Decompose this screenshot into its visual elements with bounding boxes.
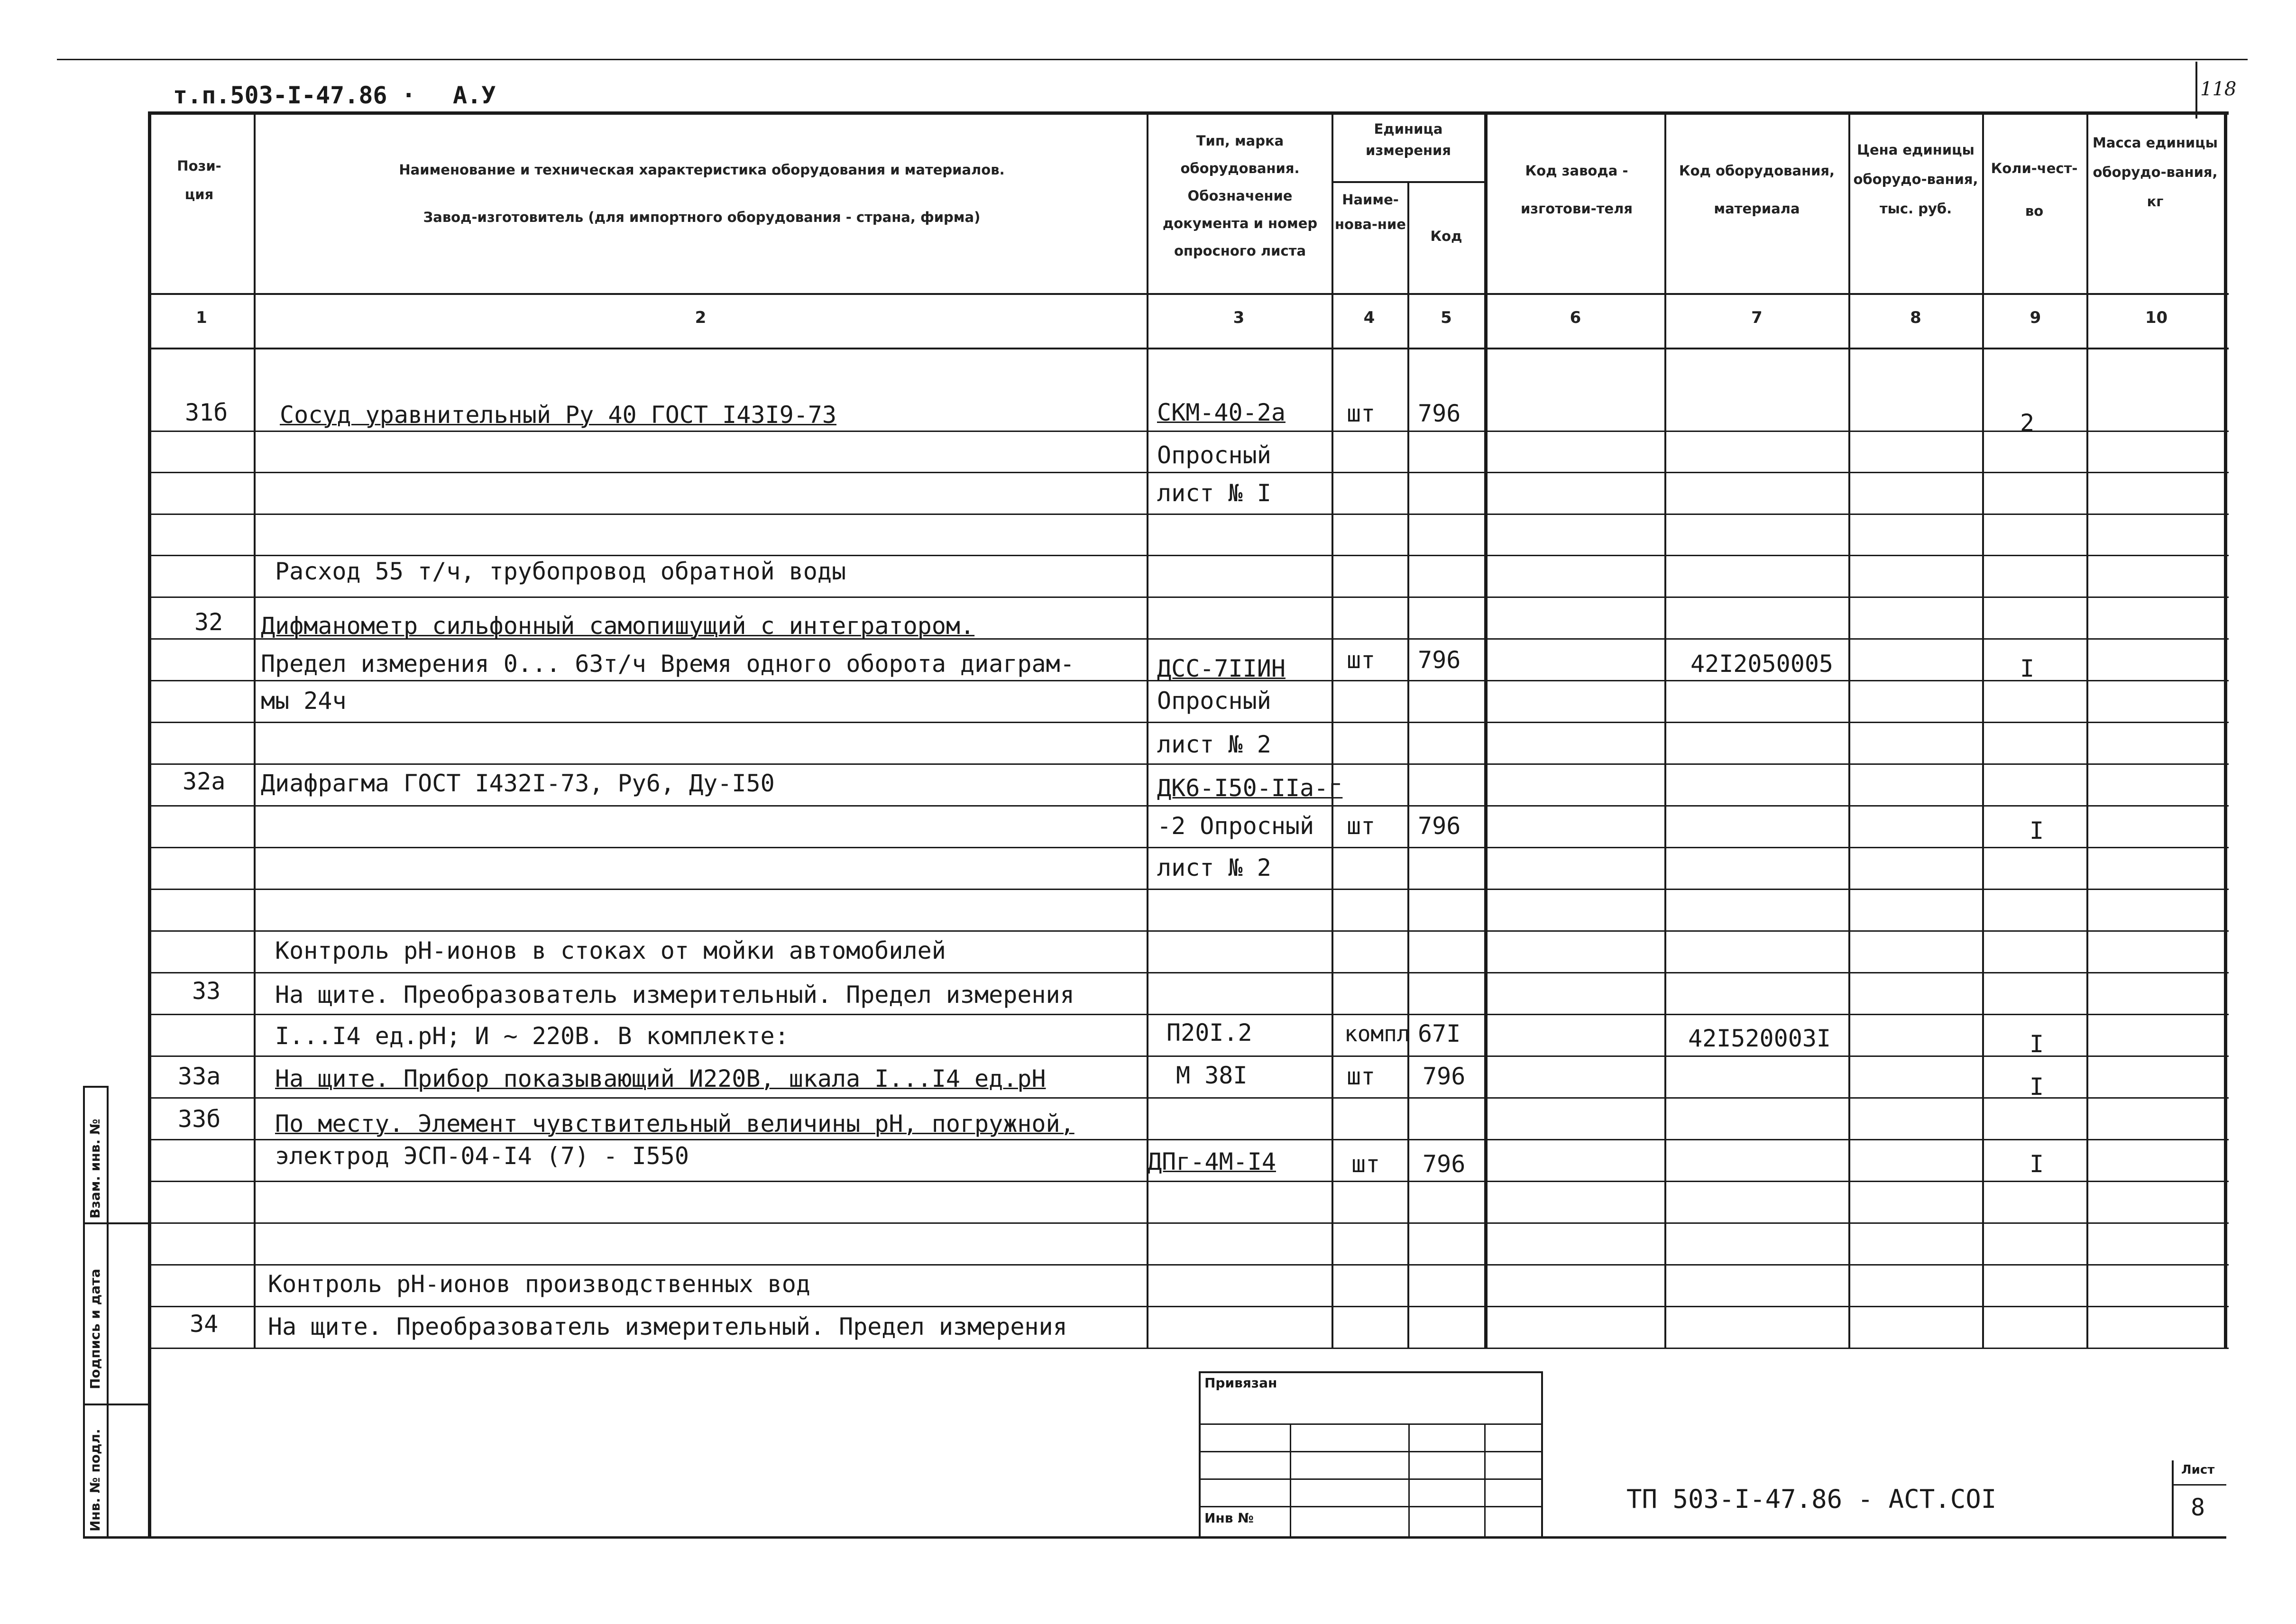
col-number: 4 [1363, 308, 1375, 327]
col-number: 5 [1441, 308, 1452, 327]
row-type: М 38I [1176, 1062, 1248, 1089]
row-name: Дифманометр сильфонный самопишущий с интегратором. [261, 612, 975, 640]
row-name: На щите. Преобразователь измерительный. Предел измерения [268, 1313, 1067, 1340]
row-position: 33 [192, 977, 221, 1005]
row-code: 796 [1418, 400, 1461, 427]
col-number: 3 [1233, 308, 1245, 327]
row-name: На щите. Преобразователь измерительный. Предел измерения [275, 981, 1075, 1009]
row-type: лист № 2 [1157, 854, 1271, 881]
col-number: 10 [2145, 308, 2168, 327]
row-code: 796 [1418, 812, 1461, 840]
col-number: 7 [1751, 308, 1763, 327]
right-frame-top [2195, 62, 2197, 119]
row-equip-code: 42I2050005 [1690, 650, 1834, 678]
row-position: 32 [194, 608, 223, 636]
header-quantity: Коли-чест-во [1991, 160, 2078, 219]
row-code: 796 [1423, 1150, 1466, 1178]
section-heading: Контроль pH-ионов производственных вод [268, 1270, 810, 1298]
header-name-line2: Завод-изготовитель (для импортного оборудования - страна, фирма) [423, 209, 981, 225]
section-heading: Расход 55 т/ч, трубопровод обратной воды [275, 558, 846, 585]
row-qty: 2 [2020, 409, 2035, 437]
row-name: I...I4 ед.pH; И ~ 220В. В комплекте: [275, 1022, 789, 1050]
col-number: 1 [196, 308, 207, 327]
side-inv-original: Инв. № подл. [87, 1429, 103, 1532]
row-qty: I [2020, 655, 2035, 682]
row-qty: I [2030, 1073, 2044, 1101]
row-unit: шт [1347, 646, 1376, 674]
page-mark: 118 [2200, 78, 2237, 100]
row-type: ДК6-I50-IIа-г [1157, 774, 1343, 802]
row-code: 796 [1423, 1063, 1466, 1090]
row-name: На щите. Прибор показывающий И220В, шкала I...I4 ед.pH [275, 1065, 1046, 1092]
document-section: А.У [453, 82, 496, 109]
row-name: мы 24ч [261, 687, 347, 715]
row-unit: шт [1347, 1063, 1376, 1090]
header-price: Цена единицы оборудо-вания, тыс. руб. [1853, 142, 1978, 217]
row-type: СКМ-40-2а [1157, 399, 1286, 426]
row-position: 34 [190, 1310, 219, 1338]
row-qty: I [2030, 1150, 2044, 1178]
side-inv-replaced: Взам. инв. № [87, 1119, 103, 1219]
row-name: По месту. Элемент чувствительный величины pH, погружной, [275, 1110, 1075, 1138]
row-equip-code: 42I520003I [1688, 1025, 1831, 1052]
row-name: Сосуд уравнительный Ру 40 ГОСТ I43I9-73 [280, 401, 836, 429]
row-type: -2 Опросный [1157, 812, 1314, 840]
row-name: Предел измерения 0... 63т/ч Время одного оборота диаграм- [261, 650, 1075, 678]
row-position: 33а [178, 1063, 221, 1090]
section-heading: Контроль pH-ионов в стоках от мойки автомобилей [275, 937, 946, 964]
col-number: 9 [2030, 308, 2041, 327]
row-type: ДПг-4М-I4 [1148, 1148, 1276, 1175]
sheet-number: 8 [2191, 1494, 2205, 1521]
row-position: 31б [185, 399, 228, 426]
row-qty: I [2030, 1030, 2044, 1058]
col-number: 8 [1910, 308, 1921, 327]
header-name-line1: Наименование и техническая характеристика оборудования и материалов. [399, 162, 1005, 178]
row-type: лист № I [1157, 479, 1271, 507]
top-rule [57, 59, 2248, 60]
header-type: Тип, марка оборудования. Обозначение документа и номер опросного листа [1162, 133, 1318, 259]
row-type: ДСС-7IIИН [1157, 655, 1286, 682]
header-position: Пози-ция [177, 158, 221, 202]
row-type: лист № 2 [1157, 731, 1271, 758]
row-unit: шт [1347, 812, 1376, 840]
row-unit: шт [1351, 1150, 1380, 1178]
header-mass: Масса единицы оборудо-вания, кг [2093, 135, 2218, 210]
row-code: 67I [1418, 1020, 1461, 1047]
row-unit: шт [1347, 400, 1376, 427]
col-number: 2 [695, 308, 707, 327]
row-position: 32а [183, 768, 226, 795]
row-name: Диафрагма ГОСТ I432I-73, Ру6, Ду-I50 [261, 770, 775, 797]
side-signature-date: Подпись и дата [87, 1268, 103, 1389]
inv-no-label: Инв № [1204, 1510, 1254, 1526]
row-qty: I [2030, 817, 2044, 844]
row-position: 33б [178, 1105, 221, 1133]
header-unit-name: Наиме-нова-ние [1335, 192, 1406, 232]
row-unit: компл [1344, 1021, 1410, 1046]
doc-code: ТП 503-I-47.86 - АСТ.COI [1626, 1484, 1997, 1514]
document-code: т.п.503-I-47.86 · [173, 82, 416, 109]
sheet-label: Лист [2181, 1463, 2215, 1477]
row-type: Опросный [1157, 687, 1271, 715]
col-number: 6 [1570, 308, 1581, 327]
header-unit-group-text: Единица измерения [1366, 121, 1451, 158]
row-type: Опросный [1157, 441, 1271, 469]
header-unit-code: Код [1430, 228, 1462, 244]
row-type: П20I.2 [1166, 1019, 1252, 1046]
row-name: электрод ЭСП-04-I4 (7) - I550 [275, 1142, 689, 1170]
header-plant-code: Код завода - изготови-теля [1520, 163, 1633, 217]
row-code: 796 [1418, 646, 1461, 674]
header-equipment-code: Код оборудования, материала [1679, 163, 1835, 217]
linked-label: Привязан [1204, 1375, 1277, 1391]
